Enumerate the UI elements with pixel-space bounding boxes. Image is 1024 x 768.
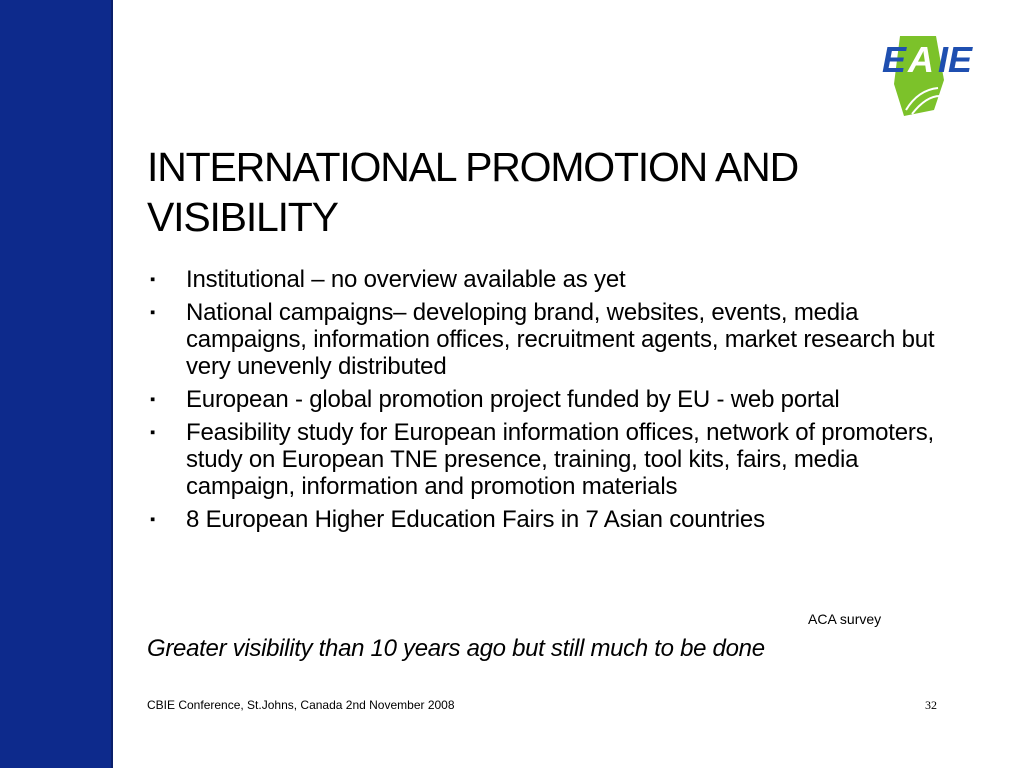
sidebar-edge [111,0,113,768]
bullet-text: European - global promotion project funded by EU - web portal [186,386,840,413]
eaie-logo-graphic [878,30,990,116]
bullet-marker: ▪ [150,304,156,321]
svg-text:A: A [908,39,934,80]
footer-conference-info: CBIE Conference, St.Johns, Canada 2nd November 2008 [147,698,455,712]
bullet-text: Feasibility study for European information offices, network of promoters, study on European TNE presence, training, tool kits, fairs, media campaign, information and promotion materials [186,419,934,500]
left-sidebar-band [0,0,111,768]
bullet-text: Institutional – no overview available as yet [186,266,626,293]
bullet-list [147,266,967,539]
bullet-text: National campaigns– developing brand, websites, events, media campaigns, information offices, recruitment agents, market research but very unevenly distributed [186,299,935,380]
slide-title: INTERNATIONAL PROMOTION AND VISIBILITY [147,144,798,240]
bullet-text: 8 European Higher Education Fairs in 7 Asian countries [186,506,765,533]
conclusion-statement: Greater visibility than 10 years ago but still much to be done [147,635,765,662]
bullet-marker: ▪ [150,511,156,528]
bullet-item [147,386,967,413]
svg-text:IE: IE [938,39,973,80]
source-note: ACA survey [808,611,882,627]
bullet-item [147,299,967,380]
bullet-marker: ▪ [150,391,156,408]
bullet-item [147,266,967,293]
svg-text:E: E [882,39,907,80]
bullet-item [147,506,967,533]
bullet-item [147,419,967,500]
bullet-marker: ▪ [150,271,156,288]
eaie-logo [878,30,990,116]
page-number: 32 [925,698,937,712]
bullet-marker: ▪ [150,424,156,441]
